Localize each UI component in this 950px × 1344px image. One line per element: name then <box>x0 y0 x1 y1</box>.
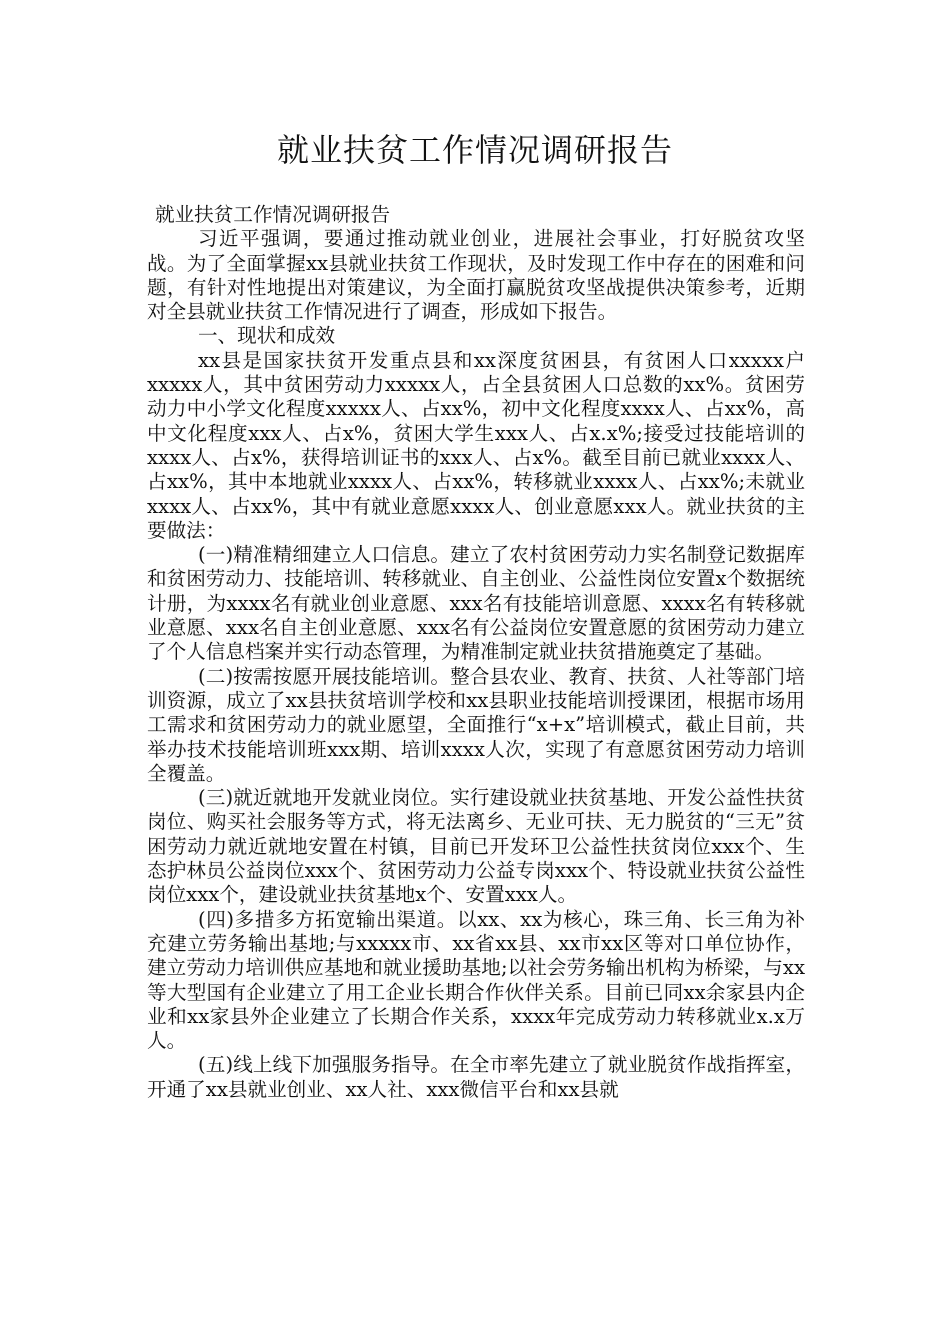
intro-paragraph: 习近平强调，要通过推动就业创业，进展社会事业，打好脱贫攻坚战。为了全面掌握xx县就业扶贫工作现状，及时发现工作中存在的困难和问题，有针对性地提出对策建议，为全面打赢脱贫攻坚战提供决策参考，近期对全县就业扶贫工作情况进行了调查，形成如下报告。 <box>147 227 805 324</box>
body-paragraph: (五)线上线下加强服务指导。在全市率先建立了就业脱贫作战指挥室，开通了xx县就业创业、xx人社、xxx微信平台和xx县就 <box>147 1053 805 1101</box>
document-subtitle: 就业扶贫工作情况调研报告 <box>155 203 391 226</box>
body-paragraph: (三)就近就地开发就业岗位。实行建设就业扶贫基地、开发公益性扶贫岗位、购买社会服务等方式，将无法离乡、无业可扶、无力脱贫的“三无”贫困劳动力就近就地安置在村镇，目前已开发环卫公益性扶贫岗位xxx个、生态护林员公益岗位xxx个、贫困劳动力公益专岗xxx个、特设就业扶贫公益性岗位xxx个，建设就业扶贫基地x个、安置xxx人。 <box>147 786 805 907</box>
document-body <box>147 203 805 1102</box>
body-paragraph: (四)多措多方拓宽输出渠道。以xx、xx为核心，珠三角、长三角为补充建立劳务输出基地;与xxxxx市、xx省xx县、xx市xx区等对口单位协作，建立劳动力培训供应基地和就业援助基地;以社会劳务输出机构为桥梁，与xx等大型国有企业建立了用工企业长期合作伙伴关系。目前已同xx余家县内企业和xx家县外企业建立了长期合作关系，xxxx年完成劳动力转移就业x.x万人。 <box>147 907 805 1053</box>
body-paragraph: xx县是国家扶贫开发重点县和xx深度贫困县，有贫困人口xxxxx户xxxxx人，其中贫困劳动力xxxxx人，占全县贫困人口总数的xx%。贫困劳动力中小学文化程度xxxxx人、占xx%，初中文化程度xxxx人、占xx%，高中文化程度xxx人、占x%，贫困大学生xxx人、占x.x%;接受过技能培训的xxxx人、占x%，获得培训证书的xxx人、占x%。截至目前已就业xxxx人、占xx%，其中本地就业xxxx人、占xx%，转移就业xxxx人、占xx%;未就业xxxx人、占xx%，其中有就业意愿xxxx人、创业意愿xxx人。就业扶贫的主要做法： <box>147 348 805 542</box>
document-title: 就业扶贫工作情况调研报告 <box>276 131 673 169</box>
body-paragraph: (一)精准精细建立人口信息。建立了农村贫困劳动力实名制登记数据库和贫困劳动力、技能培训、转移就业、自主创业、公益性岗位安置x个数据统计册，为xxxx名有就业创业意愿、xxx名有技能培训意愿、xxxx名有转移就业意愿、xxx名自主创业意愿、xxx名有公益岗位安置意愿的贫困劳动力建立了个人信息档案并实行动态管理，为精准制定就业扶贫措施奠定了基础。 <box>147 543 805 664</box>
body-paragraph: (二)按需按愿开展技能培训。整合县农业、教育、扶贫、人社等部门培训资源，成立了xx县扶贫培训学校和xx县职业技能培训授课团，根据市场用工需求和贫困劳动力的就业愿望，全面推行“x+x”培训模式，截止目前，共举办技术技能培训班xxx期、培训xxxx人次，实现了有意愿贫困劳动力培训全覆盖。 <box>147 664 805 785</box>
section-heading: 一、现状和成效 <box>197 324 336 348</box>
